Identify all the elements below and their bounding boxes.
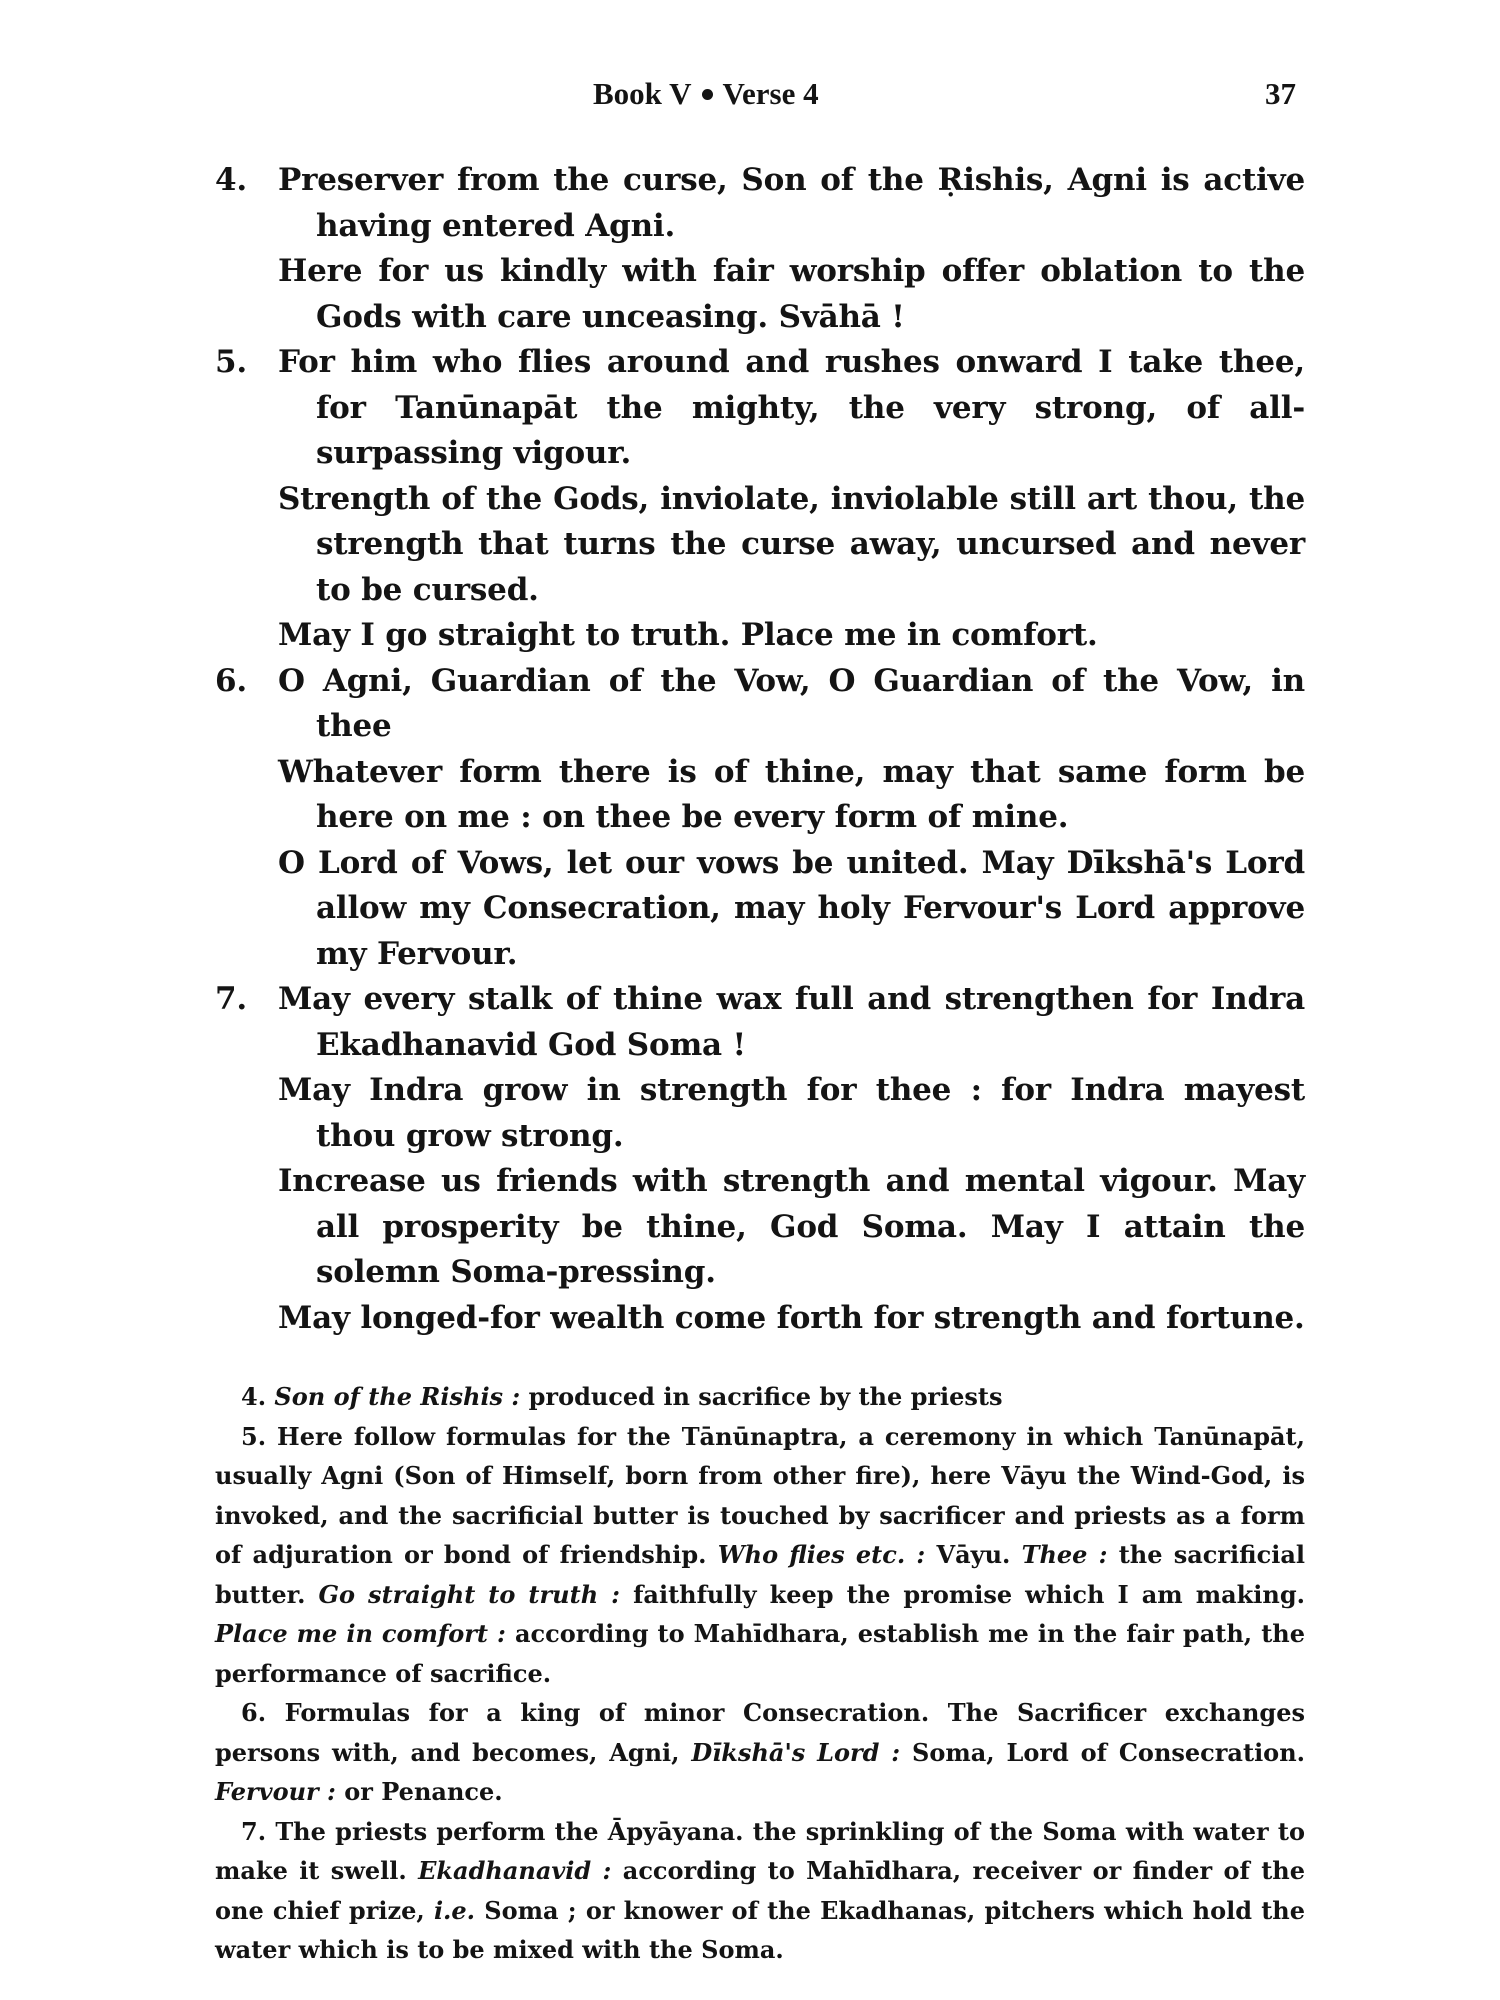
footnote-text: The priests perform the Āpyāyana. the sprinkling of the Soma with water to make it swell. — [215, 1816, 1305, 1885]
footnote-text: Soma ; or knower of the Ekadhanas, pitchers which hold the water which is to be mixed with the Soma. — [215, 1895, 1305, 1964]
verse-paragraph: For him who flies around and rushes onward I take thee, for Tanūnapāt the mighty, the very strong, of all-surpassing vigour. — [278, 344, 1305, 471]
footnote-term: Go straight to truth : — [318, 1579, 621, 1609]
verse-paragraph: May every stalk of thine wax full and strengthen for Indra Ekadhanavid God Soma ! — [278, 981, 1305, 1063]
verse-number: 5. — [215, 344, 247, 380]
footnote-term: Dīkshā's Lord : — [691, 1737, 901, 1767]
page-header — [0, 76, 1500, 120]
footnote-number: 5. — [241, 1421, 267, 1451]
footnote-text: the sacrificial butter. — [215, 1540, 1306, 1609]
verses-block — [215, 158, 1305, 1341]
verse-paragraph: Strength of the Gods, inviolate, inviolable still art thou, the strength that turns the curse away, uncursed and never to be cursed. — [278, 480, 1305, 608]
footnote-number: 4. — [241, 1382, 267, 1411]
footnote-number: 6. — [241, 1698, 267, 1727]
footnote-text: faithfully keep the promise which I am making. — [620, 1579, 1306, 1609]
verse-number: 6. — [215, 662, 247, 699]
footnote-5 — [215, 1417, 1305, 1694]
footnote-term: Place me in comfort : — [215, 1619, 506, 1648]
footnote-7 — [215, 1812, 1305, 1970]
footnote-term: i.e. — [433, 1895, 476, 1925]
verse-paragraph: O Lord of Vows, let our vows be united. May Dīkshā's Lord allow my Consecration, may holy Fervour's Lord approve my Fervour. — [278, 844, 1305, 972]
footnote-text: Soma, Lord of Consecration. — [900, 1737, 1305, 1767]
verse-number: 7. — [215, 981, 247, 1017]
footnote-6 — [215, 1693, 1305, 1812]
verse-paragraph: May Indra grow in strength for thee : for Indra mayest thou grow strong. — [278, 1072, 1305, 1154]
footnote-term: Ekadhanavid : — [418, 1856, 612, 1885]
footnote-text: according to Mahīdhara, establish me in the fair path, the performance of sacrifice. — [215, 1619, 1305, 1688]
verse-paragraph: Here for us kindly with fair worship offer oblation to the Gods with care unceasing. Svāhā ! — [278, 253, 1305, 335]
footnote-text: produced in sacrifice by the priests — [520, 1382, 1003, 1411]
running-head-book: Book V — [593, 76, 692, 111]
bullet-dot-icon — [702, 89, 713, 100]
footnote-term: Who flies etc. : — [717, 1540, 926, 1569]
running-head — [593, 76, 819, 112]
footnote-term: Son of the Rishis : — [274, 1382, 521, 1411]
footnote-4 — [215, 1377, 1305, 1417]
verse-5 — [215, 340, 1305, 659]
verse-paragraph: May I go straight to truth. Place me in comfort. — [278, 617, 1098, 653]
footnote-text: Formulas for a king of minor Consecration. The Sacrificer exchanges persons with, and becomes, Agni, — [215, 1698, 1305, 1767]
footnote-text: or Penance. — [335, 1777, 503, 1806]
footnote-term: Fervour : — [215, 1777, 336, 1806]
verse-4 — [215, 158, 1305, 340]
footnote-term: Thee : — [1021, 1540, 1108, 1569]
verse-paragraph: Preserver from the curse, Son of the Ṛishis, Agni is active having entered Agni. — [278, 162, 1305, 244]
verse-paragraph: Increase us friends with strength and mental vigour. May all prosperity be thine, God Soma. May I attain the solemn Soma-pressing. — [278, 1163, 1305, 1290]
verse-6 — [215, 659, 1305, 978]
verse-paragraph: O Agni, Guardian of the Vow, O Guardian of the Vow, in thee — [278, 662, 1305, 744]
footnote-text: according to Mahīdhara, receiver or finder of the one chief prize, — [215, 1856, 1305, 1925]
footnotes — [215, 1377, 1305, 1970]
verse-paragraph: Whatever form there is of thine, may that same form be here on me : on thee be every form of mine. — [278, 753, 1305, 835]
verse-7 — [215, 977, 1305, 1341]
page-number: 37 — [1265, 76, 1296, 111]
verse-paragraph: May longed-for wealth come forth for strength and fortune. — [278, 1299, 1305, 1336]
running-head-verse: Verse 4 — [722, 76, 819, 111]
footnote-number: 7. — [241, 1816, 267, 1846]
footnote-text: Here follow formulas for the Tānūnaptra, a ceremony in which Tanūnapāt, usually Agni (Son of Himself, born from other fire), here Vāyu the Wind-God, is invoked, and the sacrificial butter is touched by sacrificer and priests as a form of adjuration or bond of friendship. — [215, 1421, 1305, 1569]
footnote-text: Vāyu. — [925, 1540, 1022, 1569]
verse-number: 4. — [215, 162, 247, 198]
